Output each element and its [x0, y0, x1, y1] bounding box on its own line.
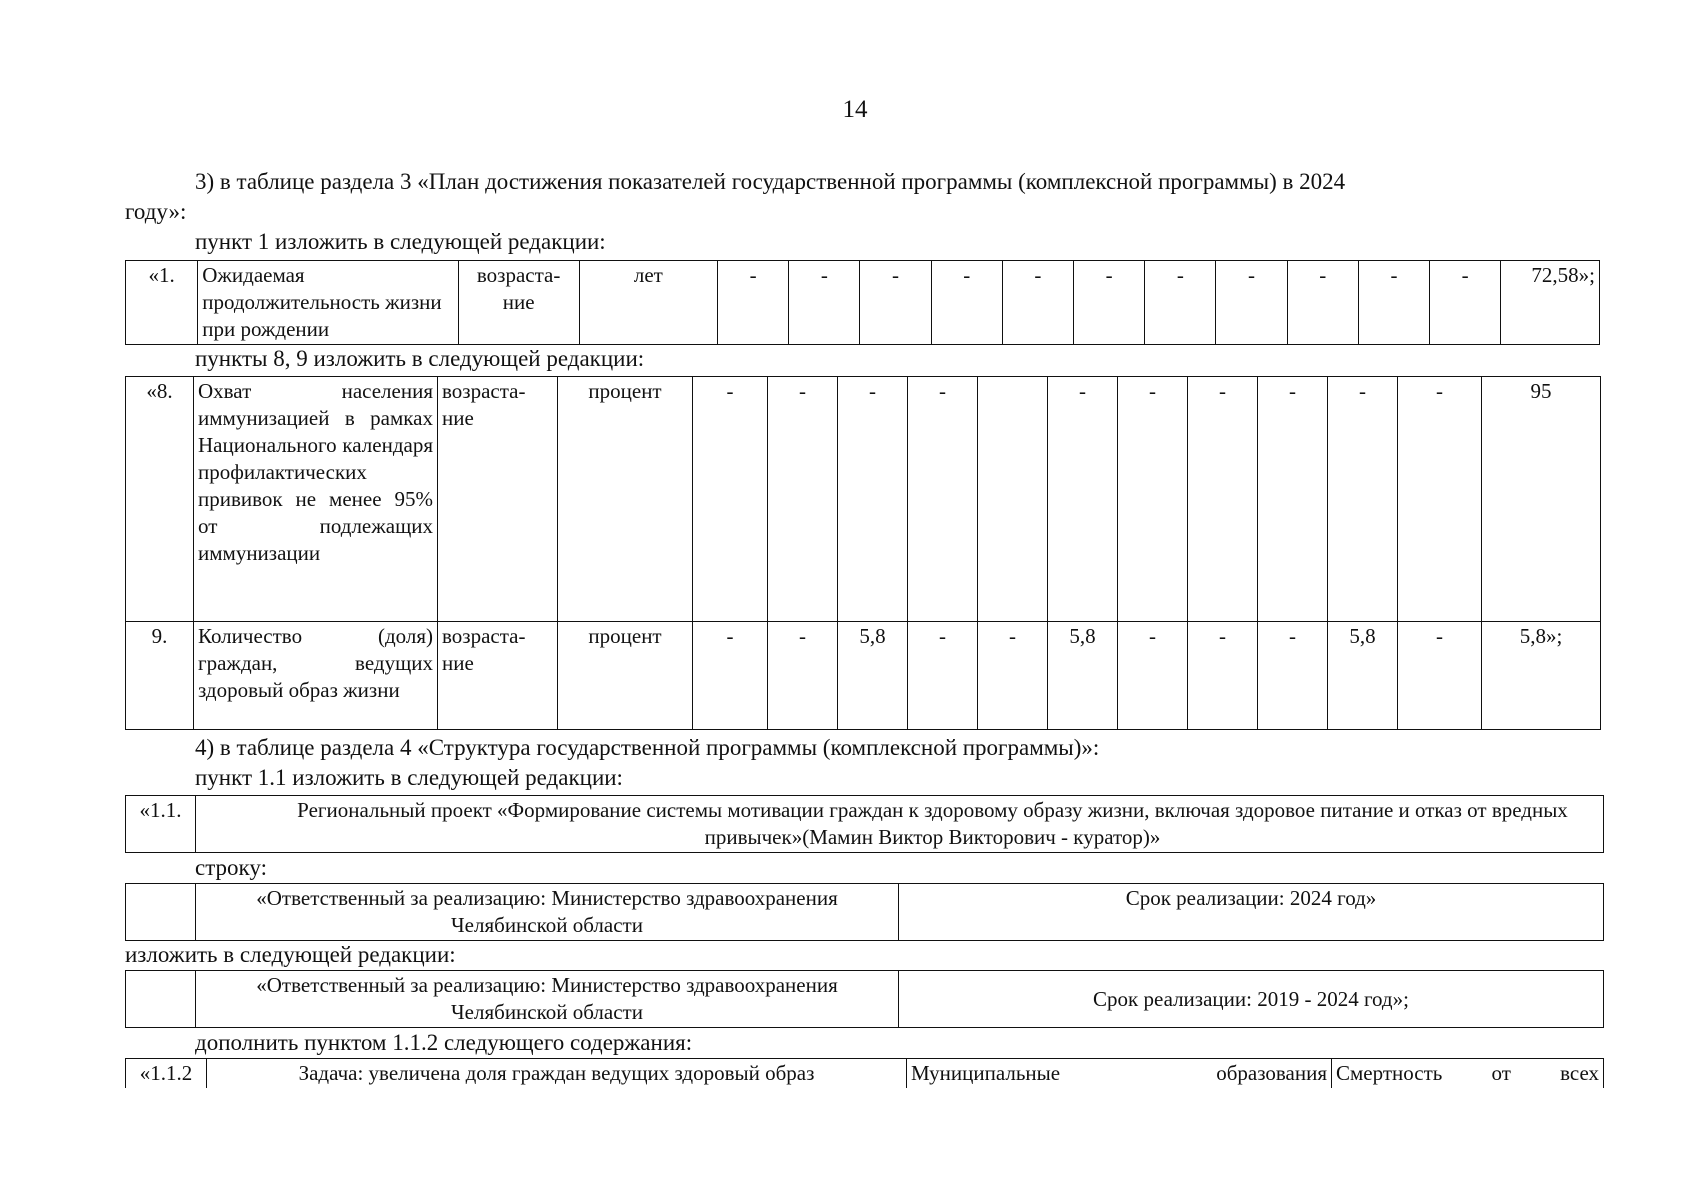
unit: процент — [558, 377, 693, 622]
row-number: «1.1. — [126, 796, 196, 853]
unit: процент — [558, 622, 693, 730]
year-total: 95 — [1482, 377, 1601, 622]
month-value: - — [1145, 261, 1216, 345]
indicator-name: Ожидаемая продолжительность жизни при рождении — [198, 261, 458, 345]
month-value: - — [860, 261, 931, 345]
indicator-table-point-1 — [125, 260, 1600, 345]
month-value: - — [718, 261, 789, 345]
structure-table-point-1-1-2 — [125, 1058, 1604, 1088]
indicator-word-1: Смертность — [1336, 1061, 1443, 1085]
page-number: 14 — [842, 96, 868, 123]
month-value: - — [1287, 261, 1358, 345]
line-izlozhit: изложить в следующей редакции: — [125, 942, 456, 967]
row-number: «8. — [126, 377, 194, 622]
month-value: - — [1358, 261, 1429, 345]
unit: лет — [579, 261, 717, 345]
executors — [907, 1059, 1332, 1089]
indicator-name: Охват населения иммунизацией в рамках Национального календаря профилактических прививок не менее 95% от подлежащих иммунизации — [194, 377, 438, 622]
year-total: 72,58»; — [1501, 261, 1600, 345]
responsible: «Ответственный за реализацию: Министерство здравоохранения Челябинской области — [196, 971, 899, 1028]
month-value: - — [1398, 622, 1482, 730]
month-value: - — [908, 622, 978, 730]
table-row — [126, 1059, 1604, 1089]
month-value: - — [789, 261, 860, 345]
paragraph-4: 4) в таблице раздела 4 «Структура государственной программы (комплексной программы)»: — [195, 735, 1100, 760]
row-number: 9. — [126, 622, 194, 730]
points-8-9-intro: пункты 8, 9 изложить в следующей редакции: — [195, 346, 645, 371]
month-value: - — [1048, 377, 1118, 622]
trend: возраста-ние — [458, 261, 579, 345]
line-stroku: строку: — [195, 855, 267, 880]
month-value: - — [1216, 261, 1287, 345]
month-value: - — [931, 261, 1002, 345]
indicator-word-3: всех — [1560, 1061, 1599, 1085]
month-value: - — [768, 622, 838, 730]
paragraph-3-line1: 3) в таблице раздела 3 «План достижения показателей государственной программы (комплексной программы) в 2024 — [195, 169, 1346, 194]
month-value: - — [1430, 261, 1501, 345]
responsible: «Ответственный за реализацию: Министерство здравоохранения Челябинской области — [196, 884, 899, 941]
month-value: - — [1258, 377, 1328, 622]
indicator-name: Количество (доля) граждан, ведущих здоровый образ жизни — [194, 622, 438, 730]
term: Срок реализации: 2024 год» — [899, 884, 1604, 941]
indicator-word-2: от — [1491, 1061, 1511, 1085]
trend: возраста-ние — [438, 377, 558, 622]
line-dopolnit: дополнить пунктом 1.1.2 следующего содержания: — [195, 1030, 693, 1055]
point-1-1-intro: пункт 1.1 изложить в следующей редакции: — [195, 765, 623, 790]
executors-word-1: Муниципальные — [911, 1061, 1061, 1085]
indicator-table-points-8-9 — [125, 376, 1601, 730]
paragraph-3-line2: году»: — [125, 199, 187, 224]
project-title: Региональный проект «Формирование системы мотивации граждан к здоровому образу жизни, включая здоровое питание и отказ от вредных привычек»(Мамин Виктор Викторович - куратор)» — [196, 796, 1604, 853]
executors-word-2: образования — [1216, 1061, 1327, 1085]
year-total: 5,8»; — [1482, 622, 1601, 730]
term: Срок реализации: 2019 - 2024 год»; — [899, 971, 1604, 1028]
month-value: - — [838, 377, 908, 622]
month-value: - — [693, 622, 768, 730]
month-value: - — [1398, 377, 1482, 622]
table-row — [126, 377, 1601, 622]
month-value: 5,8 — [838, 622, 908, 730]
month-value: - — [1188, 622, 1258, 730]
table-row — [126, 971, 1604, 1028]
table-row — [126, 261, 1600, 345]
month-value — [978, 377, 1048, 622]
row-number: «1. — [126, 261, 198, 345]
responsibility-table-old — [125, 883, 1604, 941]
table-row — [126, 796, 1604, 853]
empty-cell — [126, 971, 196, 1028]
month-value: 5,8 — [1048, 622, 1118, 730]
month-value: - — [1328, 377, 1398, 622]
month-value: 5,8 — [1328, 622, 1398, 730]
table-row — [126, 622, 1601, 730]
empty-cell — [126, 884, 196, 941]
month-value: - — [1074, 261, 1145, 345]
task: Задача: увеличена доля граждан ведущих здоровый образ — [207, 1059, 907, 1089]
month-value: - — [908, 377, 978, 622]
month-value: - — [693, 377, 768, 622]
month-value: - — [1118, 622, 1188, 730]
row-number: «1.1.2 — [126, 1059, 207, 1089]
trend: возраста-ние — [438, 622, 558, 730]
month-value: - — [1118, 377, 1188, 622]
month-value: - — [768, 377, 838, 622]
table-row — [126, 884, 1604, 941]
month-value: - — [978, 622, 1048, 730]
month-value: - — [1002, 261, 1073, 345]
structure-table-point-1-1 — [125, 795, 1604, 853]
indicator — [1332, 1059, 1604, 1089]
month-value: - — [1188, 377, 1258, 622]
point-1-intro: пункт 1 изложить в следующей редакции: — [195, 229, 606, 254]
month-value: - — [1258, 622, 1328, 730]
responsibility-table-new — [125, 970, 1604, 1028]
